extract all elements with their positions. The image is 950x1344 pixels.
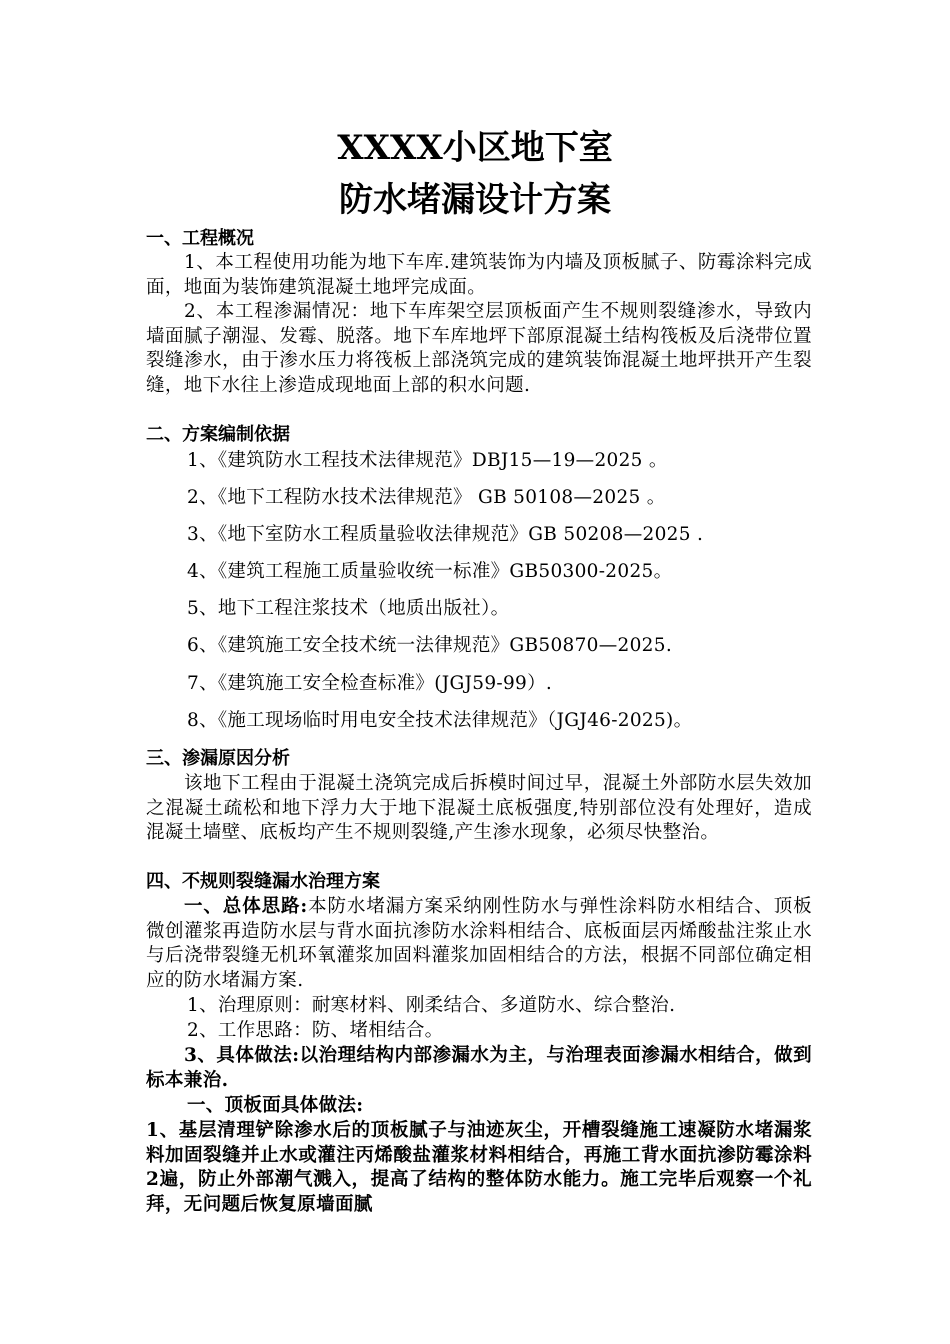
overview-paragraph-1: 1、本工程使用功能为地下车库.建筑装饰为内墙及顶板腻子、防霉涂料完成面，地面为装饰建筑混凝土地坪完成面。	[146, 252, 812, 298]
section-heading-overview: 一、工程概况	[146, 228, 254, 249]
section-heading-treatment-plan: 四、不规则裂缝漏水治理方案	[146, 871, 380, 892]
overall-approach-paragraph	[146, 895, 812, 993]
reference-item: 3、《地下室防水工程质量验收法律规范》GB 50208—2025 .	[187, 524, 704, 545]
reference-item: 4、《建筑工程施工质量验收统一标准》GB50300-2025。	[187, 561, 673, 582]
document-title-line-2: 防水堵漏设计方案	[339, 180, 611, 220]
specific-method-paragraph: 3、具体做法:以治理结构内部渗漏水为主，与治理表面渗漏水相结合，做到标本兼治.	[146, 1045, 812, 1091]
overall-approach-text: 本防水堵漏方案采纳刚性防水与弹性涂料防水相结合、顶板微创灌浆再造防水层与背水面抗渗防水涂料相结合、底板面层丙烯酸盐注浆止水与后浇带裂缝无机环氧灌浆加固料灌浆加固相结合的方法，根据不同部位确定相应的防水堵漏方案.	[146, 896, 812, 991]
overall-approach-lead: 一、总体思路:	[184, 896, 308, 917]
reference-item: 2、《地下工程防水技术法律规范》 GB 50108—2025 。	[187, 487, 666, 508]
work-approach-line: 2、工作思路：防、堵相结合。	[187, 1020, 444, 1041]
reference-item: 1、《建筑防水工程技术法律规范》DBJ15—19—2025 。	[187, 450, 668, 471]
overview-paragraph-2: 2、本工程渗漏情况：地下车库架空层顶板面产生不规则裂缝渗水，导致内墙面腻子潮湿、发霉、脱落。地下车库地坪下部原混凝土结构筏板及后浇带位置裂缝渗水，由于渗水压力将筏板上部浇筑完成的建筑装饰混凝土地坪拱开产生裂缝，地下水往上渗造成现地面上部的积水问题.	[146, 301, 812, 396]
treatment-principle-line: 1、治理原则：耐寒材料、刚柔结合、多道防水、综合整治.	[187, 995, 676, 1016]
roof-slab-step-1-paragraph: 1、基层清理铲除渗水后的顶板腻子与油迹灰尘，开槽裂缝施工速凝防水堵漏浆料加固裂缝并止水或灌注丙烯酸盐灌浆材料相结合，再施工背水面抗渗防霉涂料2遍，防止外部潮气溅入，提高了结构的整体防水能力。施工完毕后观察一个礼拜，无问题后恢复原墙面腻	[146, 1120, 812, 1215]
reference-item: 7、《建筑施工安全检查标准》(JGJ59-99）.	[187, 673, 553, 694]
section-heading-basis: 二、方案编制依据	[146, 424, 290, 445]
roof-slab-method-heading: 一、顶板面具体做法:	[187, 1095, 364, 1116]
reference-item: 8、《施工现场临时用电安全技术法律规范》（JGJ46-2025)。	[187, 710, 693, 731]
cause-analysis-paragraph: 该地下工程由于混凝土浇筑完成后拆模时间过早，混凝土外部防水层失效加之混凝土疏松和地下浮力大于地下混凝土底板强度,特别部位没有处理好，造成混凝土墙壁、底板均产生不规则裂缝,产生渗水现象，必须尽快整治。	[146, 773, 812, 843]
reference-item: 5、地下工程注浆技术（地质出版社）。	[187, 598, 510, 619]
document-title-line-1: XXXX小区地下室	[337, 128, 613, 168]
section-heading-cause-analysis: 三、渗漏原因分析	[146, 748, 290, 769]
reference-item: 6、《建筑施工安全技术统一法律规范》GB50870—2025.	[187, 635, 673, 656]
